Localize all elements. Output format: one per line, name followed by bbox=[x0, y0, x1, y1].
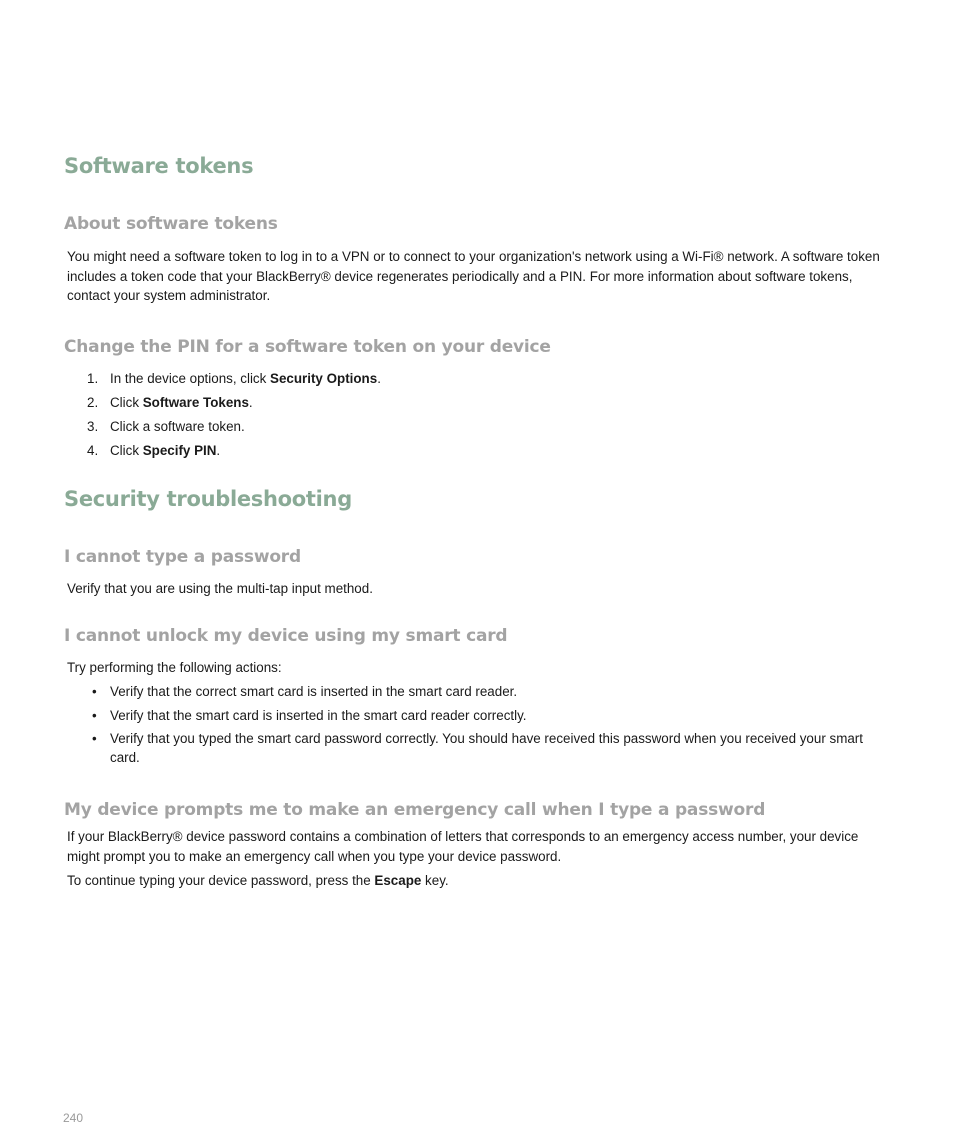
about-line-2: includes a token code that your BlackBerry® device regenerates periodically and a PIN. For more information about software tokens, bbox=[67, 268, 853, 284]
heading-about-software-tokens: About software tokens bbox=[64, 214, 278, 234]
bullet-marker: • bbox=[92, 684, 97, 699]
about-software-tokens-paragraph bbox=[67, 247, 880, 306]
emergency-paragraph bbox=[67, 827, 858, 866]
step-number: 1. bbox=[87, 371, 99, 386]
step-number: 2. bbox=[87, 395, 99, 410]
escape-key-label: Escape bbox=[374, 873, 422, 888]
emergency-line-1: If your BlackBerry® device password contains a combination of letters that corresponds to an emergency access number, your device bbox=[67, 829, 859, 844]
section-title-software-tokens: Software tokens bbox=[64, 154, 254, 178]
about-line-3: contact your system administrator. bbox=[67, 288, 271, 303]
bullet-text-continuation: card. bbox=[110, 750, 140, 765]
heading-emergency-call-prompt: My device prompts me to make an emergency call when I type a password bbox=[64, 800, 766, 820]
bullet-marker: • bbox=[92, 708, 97, 723]
escape-key-paragraph: To continue typing your device password, press the Escape key. bbox=[67, 873, 449, 888]
cannot-unlock-intro: Try performing the following actions: bbox=[67, 660, 282, 675]
step-ui-label: Specify PIN bbox=[142, 443, 217, 458]
step-text: Click a software token. bbox=[110, 419, 245, 434]
page-number: 240 bbox=[63, 1111, 84, 1125]
section-title-security-troubleshooting: Security troubleshooting bbox=[64, 487, 352, 511]
bullet-text: Verify that you typed the smart card password correctly. You should have received this password when you received your smart bbox=[110, 731, 863, 746]
step-text: Click Specify PIN. bbox=[110, 443, 221, 458]
step-ui-label: Security Options bbox=[270, 371, 378, 386]
step-ui-label: Software Tokens bbox=[142, 395, 249, 410]
step-number: 3. bbox=[87, 419, 99, 434]
about-line-1: You might need a software token to log in to a VPN or to connect to your organization's network using a Wi-Fi® network. A software token bbox=[67, 249, 880, 264]
heading-cannot-type-password: I cannot type a password bbox=[64, 547, 301, 567]
step-text: In the device options, click Security Options. bbox=[110, 371, 381, 386]
step-number: 4. bbox=[87, 443, 99, 458]
bullet-text: Verify that the correct smart card is inserted in the smart card reader. bbox=[110, 684, 518, 699]
heading-cannot-unlock-smart-card: I cannot unlock my device using my smart card bbox=[64, 626, 508, 646]
step-text: Click Software Tokens. bbox=[110, 395, 253, 410]
bullet-text: Verify that the smart card is inserted in the smart card reader correctly. bbox=[110, 708, 527, 723]
bullet-marker: • bbox=[92, 731, 97, 746]
cannot-type-paragraph: Verify that you are using the multi-tap input method. bbox=[67, 581, 373, 596]
heading-change-pin: Change the PIN for a software token on your device bbox=[64, 337, 551, 357]
emergency-line-2: might prompt you to make an emergency call when you type your device password. bbox=[67, 848, 562, 864]
